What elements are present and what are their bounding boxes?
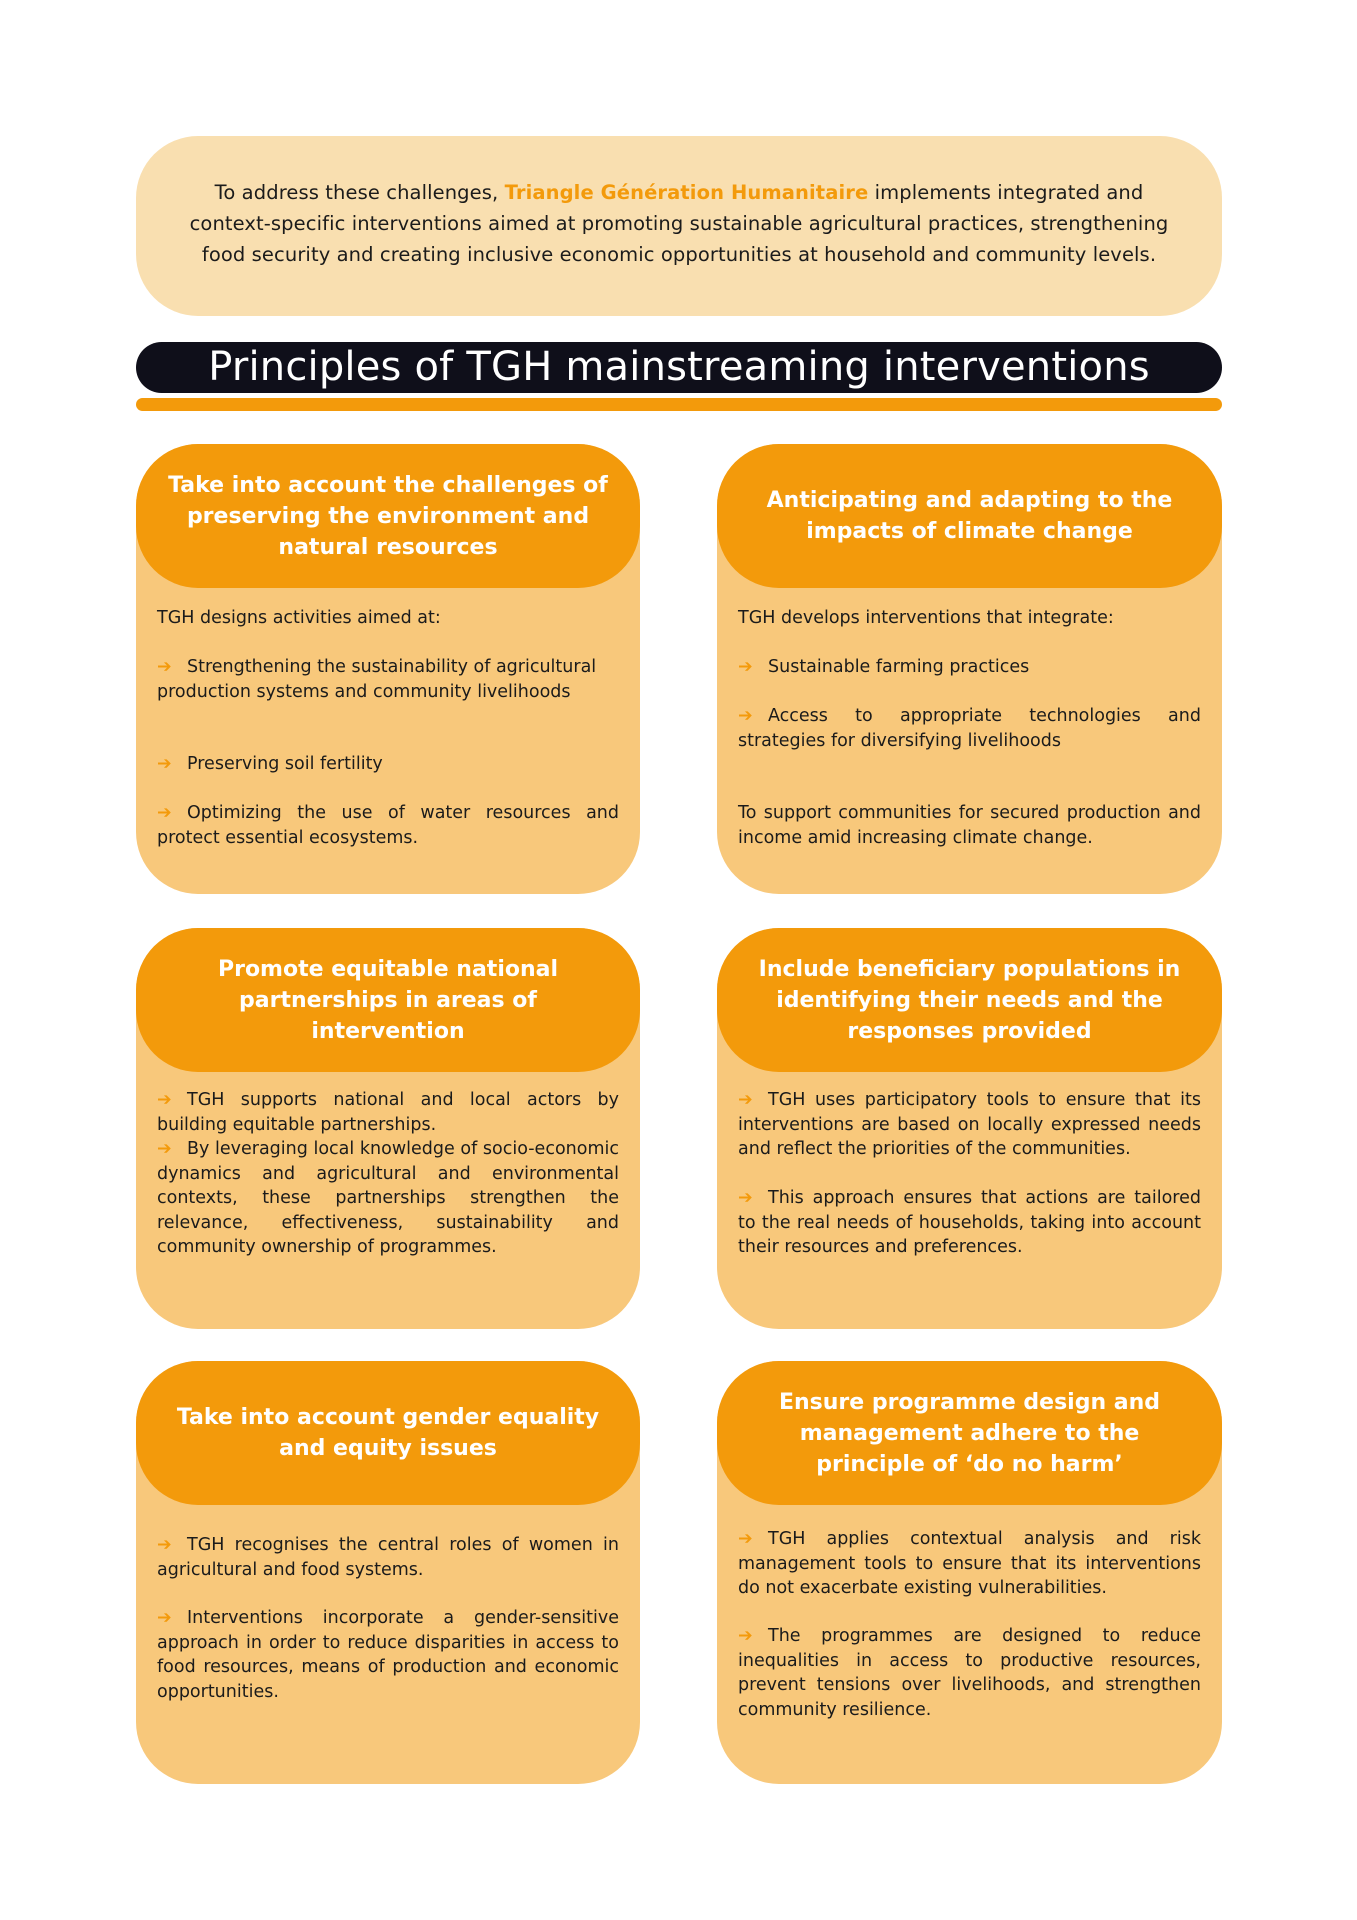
title-underline (136, 398, 1222, 411)
arrow-icon: ➔ (738, 1188, 753, 1208)
bullet-item: ➔ Optimizing the use of water resources and protect essential ecosystems. (157, 803, 619, 848)
page-title: Principles of TGH mainstreaming interventions (136, 342, 1222, 393)
bullet-item: ➔ This approach ensures that actions are tailored to the real needs of households, taking into account their resources and preferences. (738, 1188, 1201, 1257)
card-title: Take into account the challenges of preserving the environment and natural resources (136, 444, 640, 588)
arrow-icon: ➔ (157, 754, 172, 774)
bullet-item: ➔ By leveraging local knowledge of socio-economic dynamics and agricultural and environmental contexts, these partnerships strengthen the relevance, effectiveness, sustainability and community ownership of programmes. (157, 1139, 619, 1257)
card-do-no-harm (717, 1361, 1222, 1784)
arrow-icon: ➔ (738, 1090, 753, 1110)
card-beneficiary-participation (717, 928, 1222, 1329)
bullet-item: ➔ Sustainable farming practices (738, 655, 1201, 680)
card-partnerships (136, 928, 640, 1329)
arrow-icon: ➔ (157, 1139, 172, 1159)
arrow-icon: ➔ (738, 1529, 753, 1549)
card-title: Ensure programme design and management adhere to the principle of ‘do no harm’ (717, 1361, 1222, 1505)
card-outro: To support communities for secured production and income amid increasing climate change. (738, 803, 1201, 848)
card-title: Promote equitable national partnerships in areas of intervention (136, 928, 640, 1072)
card-title: Include beneficiary populations in identifying their needs and the responses provided (717, 928, 1222, 1072)
bullet-item: ➔ TGH recognises the central roles of women in agricultural and food systems. (157, 1535, 619, 1580)
intro-text-start: To address these challenges, (214, 181, 505, 204)
arrow-icon: ➔ (738, 706, 753, 726)
card-intro: TGH designs activities aimed at: (157, 608, 441, 628)
organization-name: Triangle Génération Humanitaire (504, 181, 869, 204)
card-climate-change (717, 444, 1222, 894)
arrow-icon: ➔ (157, 1608, 172, 1628)
bullet-item: ➔ Interventions incorporate a gender-sensitive approach in order to reduce disparities in access to food resources, means of production and economic opportunities. (157, 1608, 619, 1702)
bullet-item: ➔ TGH supports national and local actors by building equitable partnerships. (157, 1090, 619, 1135)
arrow-icon: ➔ (157, 1535, 172, 1555)
card-title: Anticipating and adapting to the impacts of climate change (717, 444, 1222, 588)
arrow-icon: ➔ (738, 657, 753, 677)
bullet-item: ➔ Access to appropriate technologies and strategies for diversifying livelihoods (738, 706, 1201, 751)
bullet-item: ➔ The programmes are designed to reduce inequalities in access to productive resources, prevent tensions over livelihoods, and strengthen community resilience. (738, 1626, 1201, 1720)
arrow-icon: ➔ (738, 1626, 753, 1646)
card-intro: TGH develops interventions that integrate: (738, 608, 1114, 628)
bullet-item: ➔ Strengthening the sustainability of agricultural production systems and community livelihoods (157, 657, 597, 702)
intro-text-end: implements integrated and context-specific interventions aimed at promoting sustainable agricultural practices, strengthening food security and creating inclusive economic opportunities at household and community levels. (189, 181, 1169, 266)
bullet-item: ➔ Preserving soil fertility (157, 752, 619, 777)
card-environment (136, 444, 640, 894)
card-title: Take into account gender equality and equity issues (136, 1361, 640, 1505)
bullet-item: ➔ TGH applies contextual analysis and risk management tools to ensure that its interventions do not exacerbate existing vulnerabilities. (738, 1529, 1201, 1598)
arrow-icon: ➔ (157, 1090, 172, 1110)
card-gender-equality (136, 1361, 640, 1784)
bullet-item: ➔ TGH uses participatory tools to ensure that its interventions are based on locally expressed needs and reflect the priorities of the communities. (738, 1090, 1201, 1159)
arrow-icon: ➔ (157, 803, 172, 823)
intro-box (136, 136, 1222, 316)
arrow-icon: ➔ (157, 657, 172, 677)
